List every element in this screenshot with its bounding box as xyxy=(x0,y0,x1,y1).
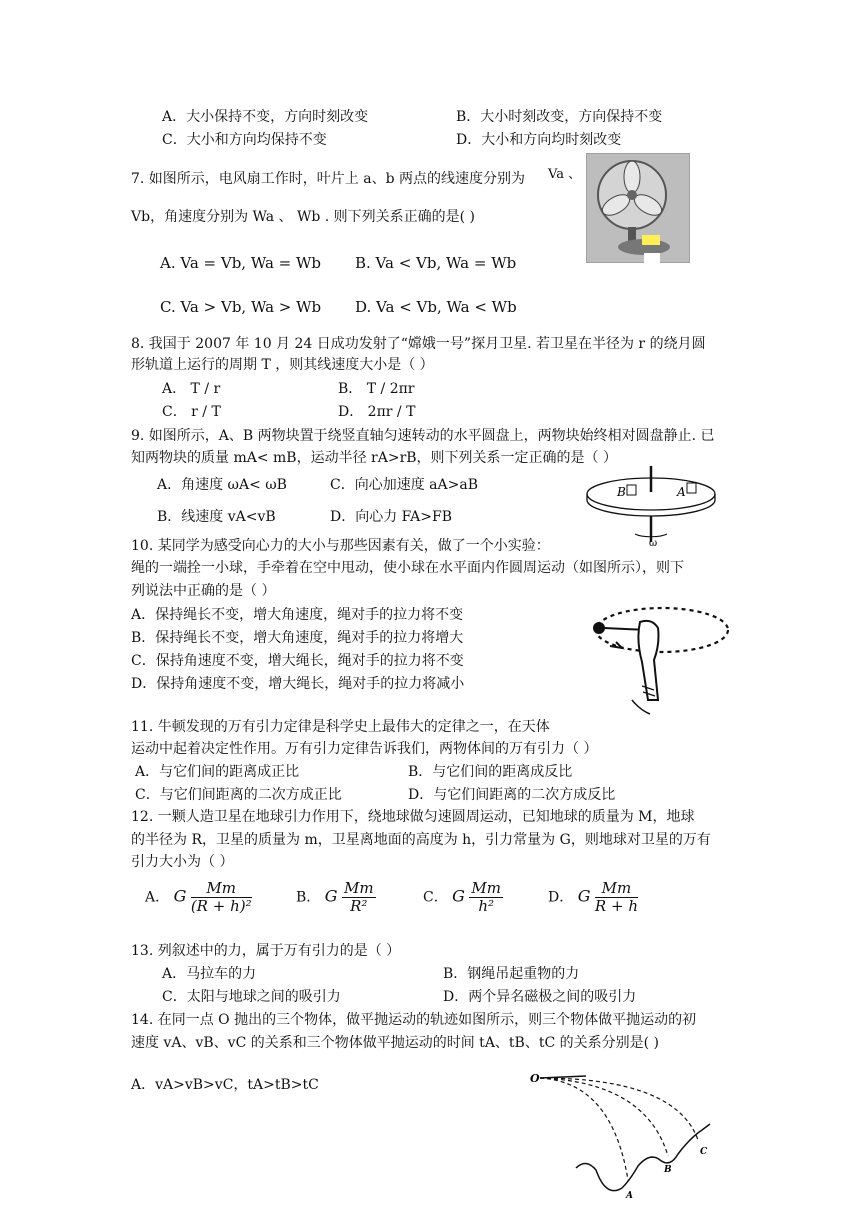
gravitational-constant: G xyxy=(324,886,338,906)
point-c-label: C xyxy=(700,1147,708,1157)
ball-swing-figure xyxy=(588,600,734,718)
q10-option-c: C．保持角速度不变，增大绳长，绳对手的拉力将不变 xyxy=(131,653,464,669)
q7-stem-line1: 7. 如图所示，电风扇工作时，叶片上 a、b 两点的线速度分别为 xyxy=(131,171,526,187)
q9-option-d: D．向心力 FA>FB xyxy=(330,509,453,525)
trajectory-a xyxy=(540,1078,628,1180)
denominator: R² xyxy=(350,897,368,915)
q7-option-d: D. Va < Vb, Wa < Wb xyxy=(355,298,517,316)
ground-profile xyxy=(576,1124,710,1191)
q7-option-c: C. Va > Vb, Wa > Wb xyxy=(160,298,322,316)
q14-stem-line2: 速度 vA、vB、vC 的关系和三个物体做平抛运动的时间 tA、tB、tC 的关系分别是( ) xyxy=(131,1035,659,1051)
q13-option-d: D．两个异名磁极之间的吸引力 xyxy=(443,989,637,1005)
q12-option-c xyxy=(423,880,503,915)
option-label: D． xyxy=(548,889,574,906)
q10-option-d: D．保持角速度不变，增大绳长，绳对手的拉力将减小 xyxy=(131,676,465,692)
q8-option-a: A． T / r xyxy=(162,381,221,397)
q8-option-b: B． T / 2πr xyxy=(338,381,415,397)
q11-stem-line1: 11. 牛顿发现的万有引力定律是科学史上最伟大的定律之一，在天体 xyxy=(131,719,550,735)
denominator: (R + h)² xyxy=(190,897,252,915)
fraction xyxy=(191,880,252,915)
q9-option-b: B．线速度 vA<vB xyxy=(157,509,276,525)
ball xyxy=(593,622,605,634)
trajectory-c xyxy=(540,1078,698,1140)
circular-path xyxy=(596,608,728,652)
q11-option-c: C．与它们间距离的二次方成正比 xyxy=(135,787,342,803)
gravitational-constant: G xyxy=(173,886,187,906)
arm-line xyxy=(632,700,650,714)
q10-stem-line2: 绳的一端拴一小球，手牵着在空中甩动，使小球在水平面内作圆周运动（如图所示），则下 xyxy=(131,560,684,576)
q10-option-b: B．保持绳长不变，增大角速度，绳对手的拉力将增大 xyxy=(131,630,464,646)
fan-blank xyxy=(644,253,660,263)
fan-blade xyxy=(624,161,640,193)
q8-option-c: C． r / T xyxy=(162,404,221,420)
q12-option-d xyxy=(548,880,638,915)
block-b xyxy=(627,485,636,495)
q7-option-a: A. Va = Vb, Wa = Wb xyxy=(160,254,322,272)
fraction xyxy=(595,880,638,915)
fan-figure xyxy=(586,153,690,263)
trajectory-b xyxy=(540,1078,668,1156)
q6-option-c: C．大小和方向均保持不变 xyxy=(162,132,327,148)
denominator: h² xyxy=(478,897,495,915)
fan-highlight xyxy=(642,235,660,245)
omega-label: ω xyxy=(649,538,658,549)
q7-option-b: B. Va < Vb, Wa = Wb xyxy=(355,254,517,272)
block-a-label: A xyxy=(677,485,686,499)
q13-option-a: A．马拉车的力 xyxy=(162,966,257,982)
fraction xyxy=(342,880,376,915)
q12-option-a xyxy=(145,880,252,915)
q10-option-a: A．保持绳长不变，增大角速度，绳对手的拉力将不变 xyxy=(131,607,464,623)
gravitational-constant: G xyxy=(577,886,591,906)
q10-stem-line1: 10. 某同学为感受向心力的大小与那些因素有关，做了一个小实验： xyxy=(131,538,550,554)
projectile-figure xyxy=(526,1068,726,1204)
point-b-label: B xyxy=(664,1165,672,1175)
launch-line xyxy=(540,1076,586,1078)
q6-option-d: D．大小和方向均时刻改变 xyxy=(456,132,622,148)
q10-stem-line3: 列说法中正确的是（ ） xyxy=(131,583,276,599)
q13-option-b: B．钢绳吊起重物的力 xyxy=(443,966,580,982)
numerator: Mm xyxy=(191,880,252,898)
q8-stem-line1: 8. 我国于 2007 年 10 月 24 日成功发射了“嫦娥一号”探月卫星. 若卫星在半径为 r 的绕月圆 xyxy=(131,336,706,352)
q8-option-d: D． 2πr / T xyxy=(338,404,416,420)
block-b-label: B xyxy=(617,485,626,499)
option-label: C． xyxy=(423,889,448,906)
gravitational-constant: G xyxy=(452,886,465,906)
q9-stem-line1: 9. 如图所示，A、B 两物块置于绕竖直轴匀速转动的水平圆盘上，两物块始终相对圆盘静止. 已 xyxy=(131,428,715,444)
q7-stem-line2: Vb，角速度分别为 Wa 、 Wb . 则下列关系正确的是( ) xyxy=(131,209,476,225)
rotating-disk-figure xyxy=(583,462,723,550)
q7-stem-line1-symbol: Va 、 xyxy=(548,167,582,182)
option-label: B． xyxy=(296,889,321,906)
option-label: A． xyxy=(145,889,170,906)
q13-stem-line1: 13. 列叙述中的力，属于万有引力的是（ ） xyxy=(131,943,401,959)
q14-option-a: A．vA>vB>vC，tA>tB>tC xyxy=(131,1077,319,1093)
q6-option-b: B．大小时刻改变，方向保持不变 xyxy=(456,109,663,125)
denominator: R + h xyxy=(594,897,638,915)
fan-hub xyxy=(627,190,637,200)
q12-stem-line3: 引力大小为（ ） xyxy=(131,854,234,870)
fraction xyxy=(469,880,503,915)
numerator: Mm xyxy=(343,879,374,897)
block-a xyxy=(687,483,696,493)
numerator: Mm xyxy=(471,879,501,897)
q11-option-b: B．与它们间的距离成反比 xyxy=(408,764,573,780)
q12-stem-line1: 12. 一颗人造卫星在地球引力作用下，绕地球做匀速圆周运动，已知地球的质量为 M，地球 xyxy=(131,809,695,825)
q13-option-c: C．太阳与地球之间的吸引力 xyxy=(162,989,341,1005)
origin-label: O xyxy=(530,1072,540,1085)
q11-option-d: D．与它们间距离的二次方成反比 xyxy=(408,787,616,803)
q12-option-b xyxy=(296,880,376,915)
q11-stem-line2: 运动中起着决定性作用。万有引力定律告诉我们，两物体间的万有引力（ ） xyxy=(131,741,598,757)
q14-stem-line1: 14. 在同一点 O 抛出的三个物体，做平抛运动的轨迹如图所示，则三个物体做平抛运动的初 xyxy=(131,1012,697,1028)
point-a-label: A xyxy=(626,1191,633,1201)
q8-stem-line2: 形轨道上运行的周期 T ，则其线速度大小是（ ） xyxy=(131,357,434,373)
q12-stem-line2: 的半径为 R，卫星的质量为 m，卫星离地面的高度为 h，引力常量为 G，则地球对卫星的万有 xyxy=(131,832,711,848)
q6-option-a: A．大小保持不变，方向时刻改变 xyxy=(162,109,369,125)
q11-option-a: A．与它们间的距离成正比 xyxy=(135,764,300,780)
q9-option-c: C．向心加速度 aA>aB xyxy=(330,477,478,493)
q9-option-a: A．角速度 ωA< ωB xyxy=(157,477,287,493)
q9-stem-line2: 知两物块的质量 mA< mB，运动半径 rA>rB，则下列关系一定正确的是（ ） xyxy=(131,450,617,466)
numerator: Mm xyxy=(595,880,638,898)
